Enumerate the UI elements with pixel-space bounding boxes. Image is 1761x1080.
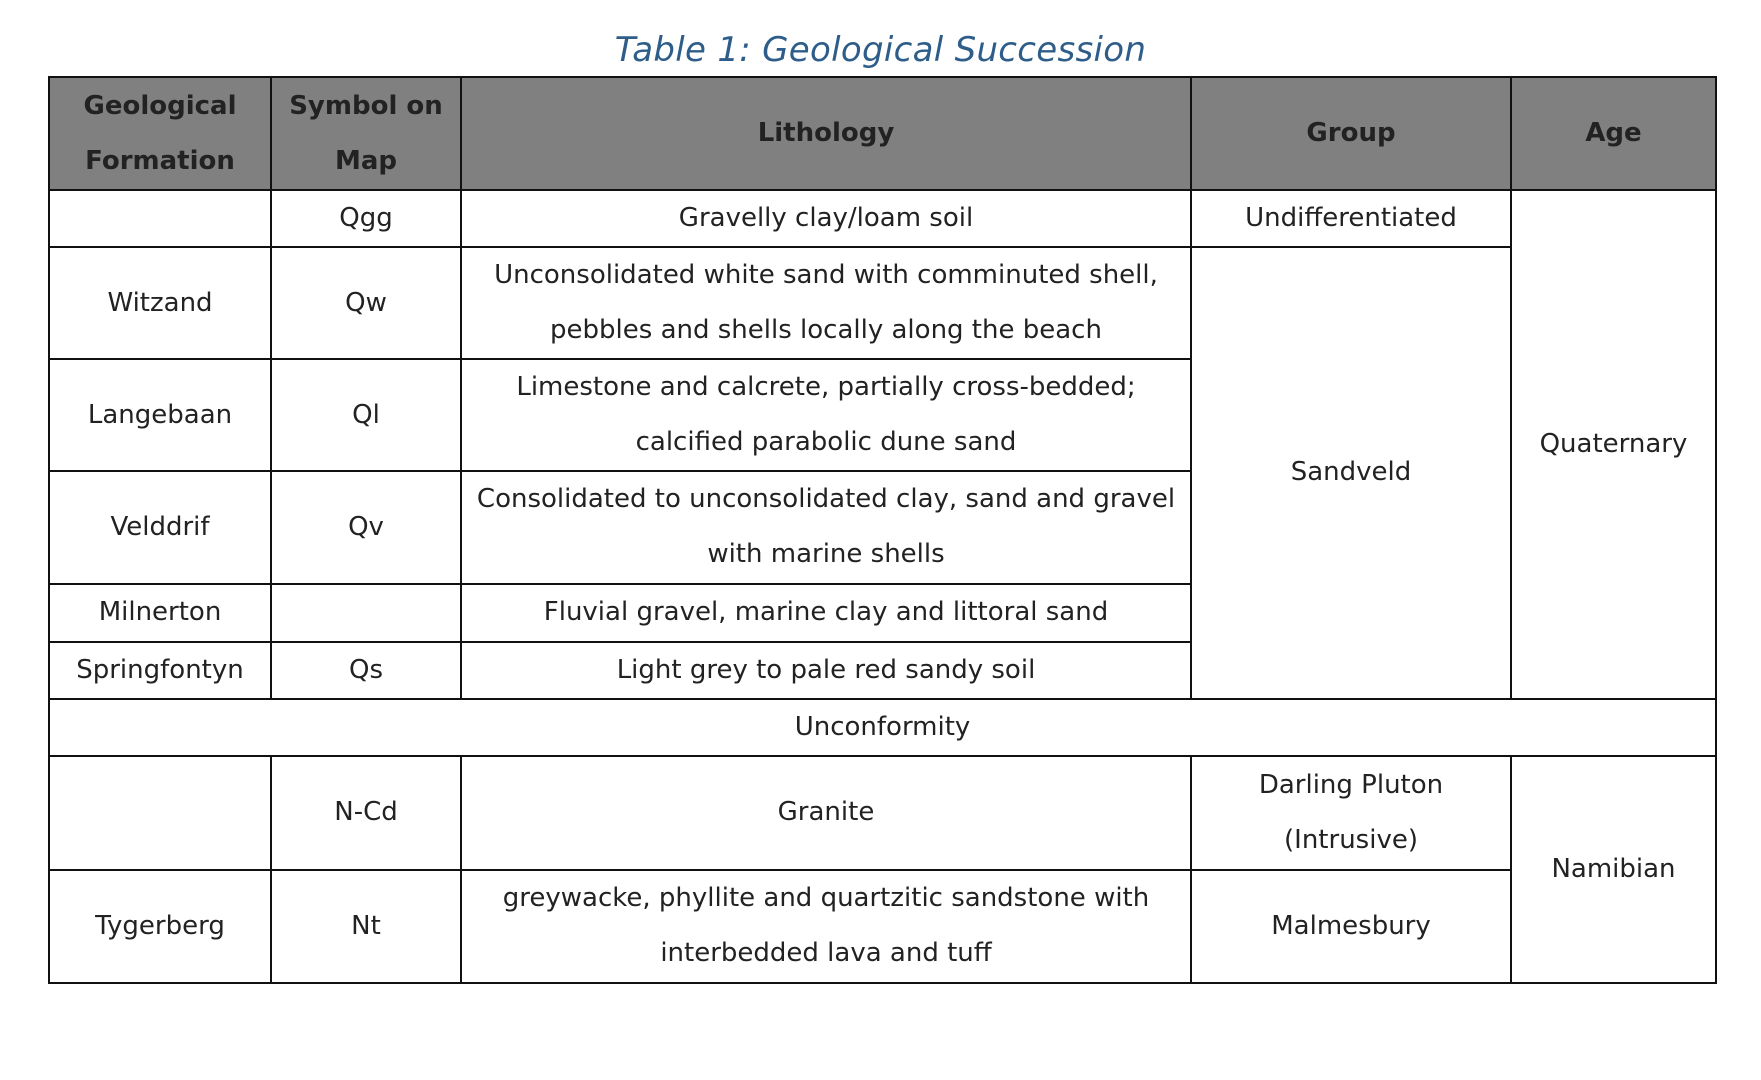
formation-cell — [49, 756, 271, 870]
unconformity-row — [49, 699, 1716, 756]
formation-cell: Witzand — [49, 247, 271, 359]
age-cell-namibian: Namibian — [1511, 756, 1716, 983]
lithology-cell: Consolidated to unconsolidated clay, sand and gravel with marine shells — [461, 471, 1191, 583]
lithology-cell: greywacke, phyllite and quartzitic sandstone with interbedded lava and tuff — [461, 870, 1191, 983]
lithology-cell: Unconsolidated white sand with comminuted shell, pebbles and shells locally along the beach — [461, 247, 1191, 359]
header-row — [49, 77, 1716, 190]
formation-cell: Springfontyn — [49, 642, 271, 699]
group-cell: Darling Pluton (Intrusive) — [1191, 756, 1511, 870]
lithology-cell: Fluvial gravel, marine clay and littoral sand — [461, 584, 1191, 642]
header-group: Group — [1191, 77, 1511, 190]
table-row — [49, 756, 1716, 870]
age-cell-quaternary: Quaternary — [1511, 190, 1716, 699]
group-cell: Undifferentiated — [1191, 190, 1511, 247]
table-caption: Table 1: Geological Succession — [614, 30, 1147, 70]
header-age: Age — [1511, 77, 1716, 190]
symbol-cell — [271, 584, 461, 642]
group-cell-sandveld: Sandveld — [1191, 247, 1511, 698]
group-cell: Malmesbury — [1191, 870, 1511, 983]
symbol-cell: Nt — [271, 870, 461, 983]
header-formation: Geological Formation — [49, 77, 271, 190]
symbol-cell: N-Cd — [271, 756, 461, 870]
symbol-cell: Ql — [271, 359, 461, 471]
lithology-cell: Granite — [461, 756, 1191, 870]
symbol-cell: Qs — [271, 642, 461, 699]
formation-cell: Milnerton — [49, 584, 271, 642]
symbol-cell: Qgg — [271, 190, 461, 247]
table-row — [49, 190, 1716, 247]
formation-cell: Tygerberg — [49, 870, 271, 983]
geological-succession-table — [48, 76, 1717, 984]
table-row — [49, 870, 1716, 983]
header-symbol: Symbol on Map — [271, 77, 461, 190]
formation-cell: Velddrif — [49, 471, 271, 583]
formation-cell — [49, 190, 271, 247]
unconformity-cell: Unconformity — [49, 699, 1716, 756]
header-lithology: Lithology — [461, 77, 1191, 190]
lithology-cell: Gravelly clay/loam soil — [461, 190, 1191, 247]
formation-cell: Langebaan — [49, 359, 271, 471]
lithology-cell: Light grey to pale red sandy soil — [461, 642, 1191, 699]
lithology-cell: Limestone and calcrete, partially cross-bedded; calcified parabolic dune sand — [461, 359, 1191, 471]
symbol-cell: Qv — [271, 471, 461, 583]
table-row — [49, 247, 1716, 359]
symbol-cell: Qw — [271, 247, 461, 359]
